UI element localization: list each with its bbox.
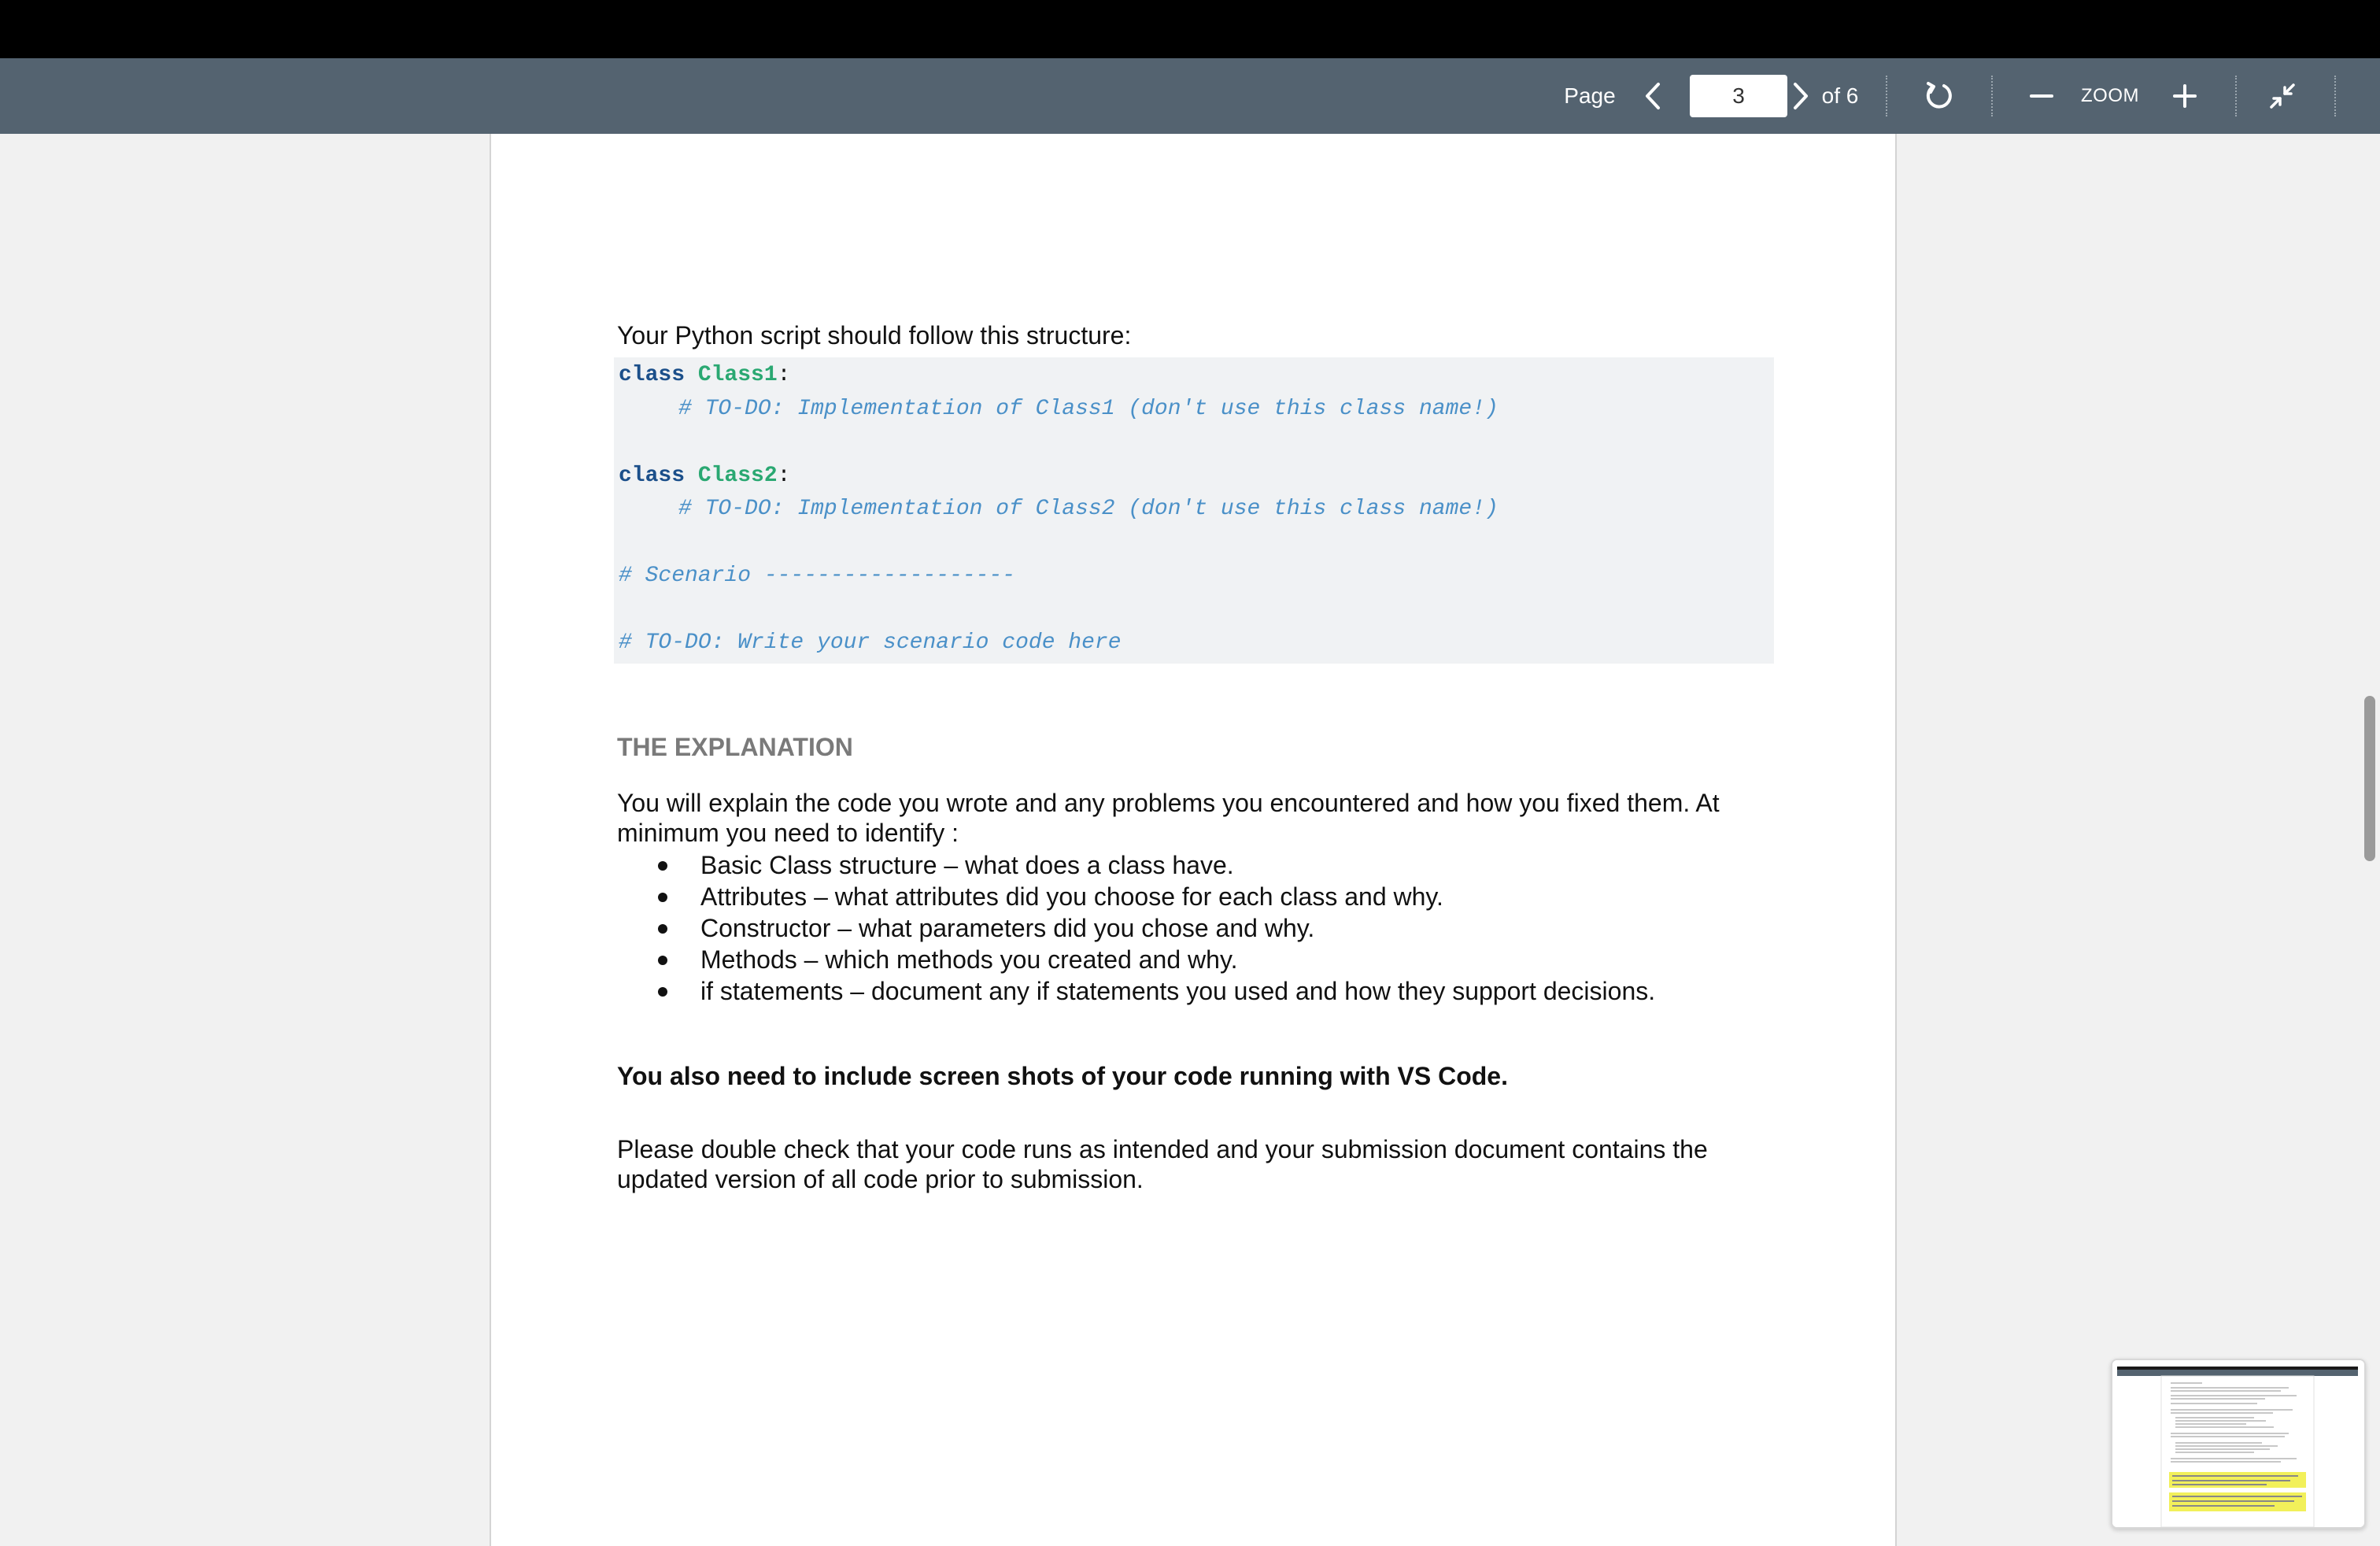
rotate-button[interactable] (1917, 58, 1961, 134)
code-blank-line (619, 594, 1771, 627)
code-line (619, 460, 1771, 494)
explanation-paragraph: You will explain the code you wrote and any problems you encountered and how you fixed them. At minimum you need to identify : (617, 788, 1720, 847)
code-line (619, 493, 1771, 527)
page-content (617, 320, 1779, 1194)
code-line (619, 627, 1771, 660)
code-comment: # TO-DO: Implementation of Class1 (don't use this class name!) (678, 396, 1499, 421)
list-item: Attributes – what attributes did you choose for each class and why. (700, 881, 1779, 912)
document-page (490, 134, 1897, 1546)
list-item: if statements – document any if statements you used and how they support decisions. (700, 975, 1779, 1007)
plus-icon (2173, 84, 2197, 108)
list-item: Basic Class structure – what does a class have. (700, 849, 1779, 881)
code-colon: : (777, 363, 791, 387)
page-count-label: of 6 (1821, 83, 1859, 108)
toolbar-divider (2235, 76, 2237, 117)
collapse-icon (2268, 82, 2297, 110)
page-label: Page (1564, 83, 1616, 108)
code-line (619, 560, 1771, 594)
rotate-icon (1924, 80, 1955, 112)
list-item: Methods – which methods you created and why. (700, 944, 1779, 975)
page-number-input[interactable] (1690, 75, 1787, 117)
code-line (619, 359, 1771, 393)
zoom-out-button[interactable] (2023, 58, 2060, 134)
toolbar-divider (2334, 76, 2336, 117)
code-comment: # TO-DO: Write your scenario code here (619, 631, 1122, 655)
previous-page-button[interactable] (1634, 58, 1672, 134)
exit-fullscreen-button[interactable] (2262, 58, 2303, 134)
minus-icon (2030, 84, 2053, 108)
intro-text: Your Python script should follow this structure: (617, 321, 1132, 350)
zoom-label: ZOOM (2081, 85, 2139, 106)
code-blank-line (619, 527, 1771, 560)
final-paragraph: Please double check that your code runs as intended and your submission document contains the updated version of all code prior to submission. (617, 1134, 1708, 1193)
thumbnail-image (2112, 1360, 2364, 1527)
chevron-right-icon (1792, 82, 1809, 110)
code-keyword: class (619, 363, 686, 387)
chevron-left-icon (1644, 82, 1661, 110)
list-item: Constructor – what parameters did you chose and why. (700, 912, 1779, 944)
code-colon: : (777, 463, 791, 488)
code-comment: # Scenario ------------------- (619, 564, 1016, 588)
code-comment: # TO-DO: Implementation of Class2 (don't use this class name!) (678, 497, 1499, 521)
code-keyword: class (619, 463, 686, 488)
code-class-name: Class2 (697, 463, 778, 488)
code-line (619, 393, 1771, 427)
code-blank-line (619, 426, 1771, 460)
top-black-bar (0, 0, 2380, 58)
screenshot-note: You also need to include screen shots of your code running with VS Code. (617, 1061, 1508, 1090)
vertical-scrollbar[interactable] (2364, 696, 2375, 861)
zoom-in-button[interactable] (2166, 58, 2204, 134)
code-class-name: Class1 (697, 363, 778, 387)
viewer-toolbar (0, 58, 2380, 134)
section-heading: THE EXPLANATION (617, 732, 853, 761)
code-block (614, 357, 1774, 664)
toolbar-divider (1886, 76, 1887, 117)
page-thumbnail-preview[interactable] (2111, 1359, 2366, 1529)
toolbar-divider (1991, 76, 1993, 117)
requirements-list (617, 849, 1779, 1007)
